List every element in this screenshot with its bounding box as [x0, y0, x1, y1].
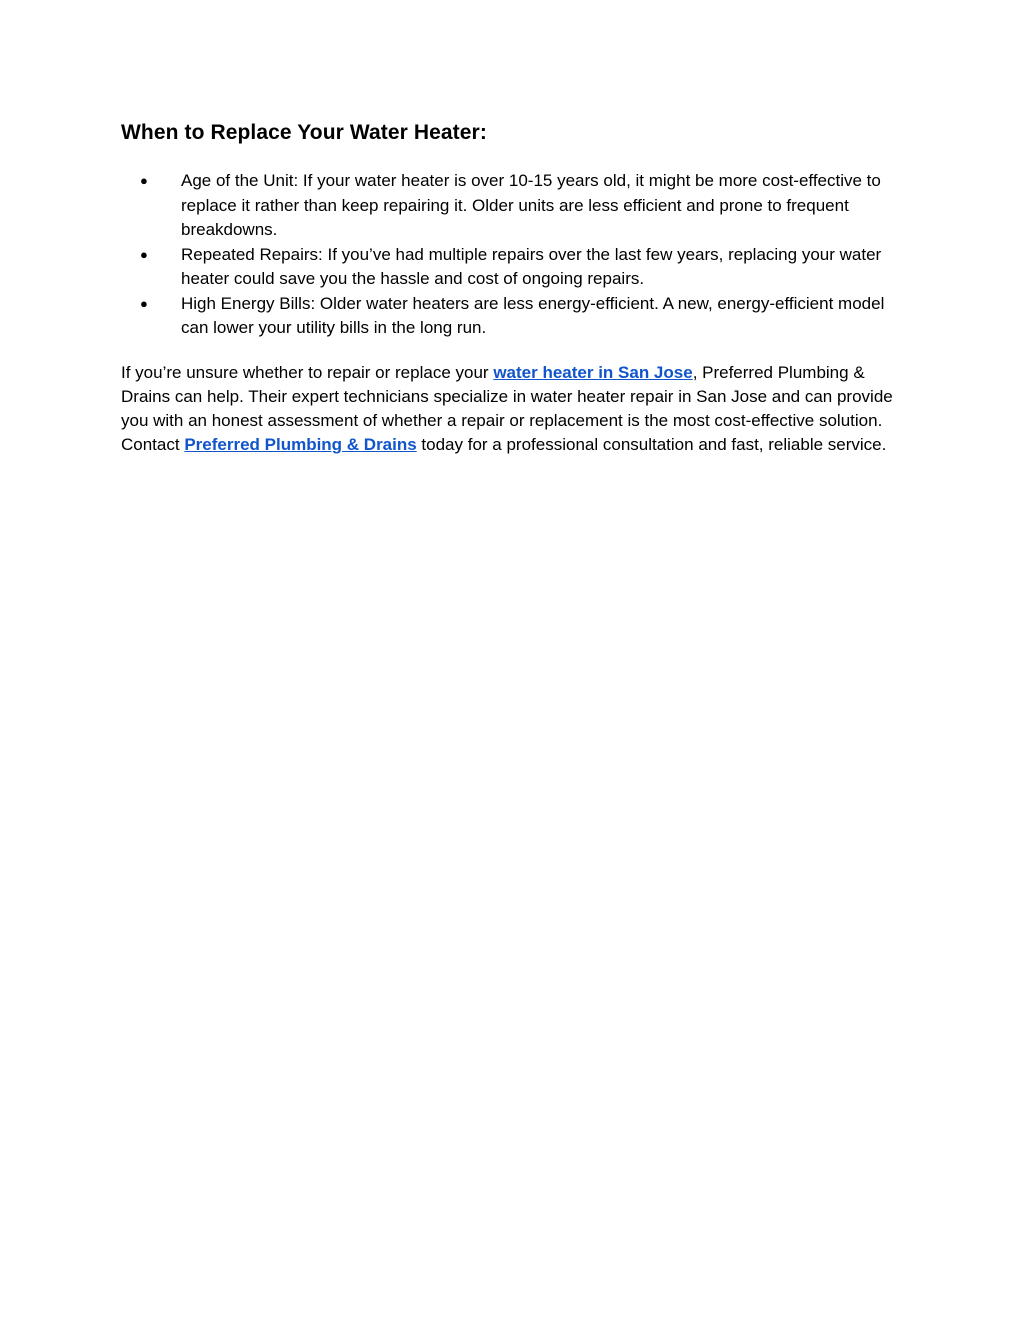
document-content	[121, 116, 911, 458]
bullet-icon: ●	[140, 246, 148, 262]
bullet-list	[121, 169, 911, 341]
water-heater-link[interactable]: water heater in San Jose	[493, 362, 693, 382]
paragraph-text: today for a professional consultation and fast, reliable service.	[416, 435, 887, 455]
list-item	[121, 169, 911, 243]
preferred-plumbing-link[interactable]: Preferred Plumbing & Drains	[184, 435, 417, 455]
section-heading: When to Replace Your Water Heater:	[121, 121, 487, 144]
paragraph-text: , Preferred Plumbing & Drains can help. Their expert technicians specialize in water heater repair in San Jose and can provide you with an honest assessment of whether a repair or replacement is the most cost-effective solution. Contact	[121, 362, 893, 455]
list-item	[121, 292, 911, 341]
bullet-icon: ●	[140, 295, 148, 311]
list-item	[121, 243, 911, 292]
list-item-text: Age of the Unit: If your water heater is over 10-15 years old, it might be more cost-effective to replace it rather than keep repairing it. Older units are less efficient and prone to frequent breakdowns.	[181, 171, 881, 239]
body-paragraph	[121, 361, 911, 458]
list-item-text: Repeated Repairs: If you’ve had multiple repairs over the last few years, replacing your water heater could save you the hassle and cost of ongoing repairs.	[181, 244, 882, 288]
paragraph-text: If you’re unsure whether to repair or replace your	[121, 362, 494, 382]
bullet-icon: ●	[140, 173, 148, 188]
list-item-text: High Energy Bills: Older water heaters are less energy-efficient. A new, energy-efficient model can lower your utility bills in the long run.	[181, 293, 885, 337]
